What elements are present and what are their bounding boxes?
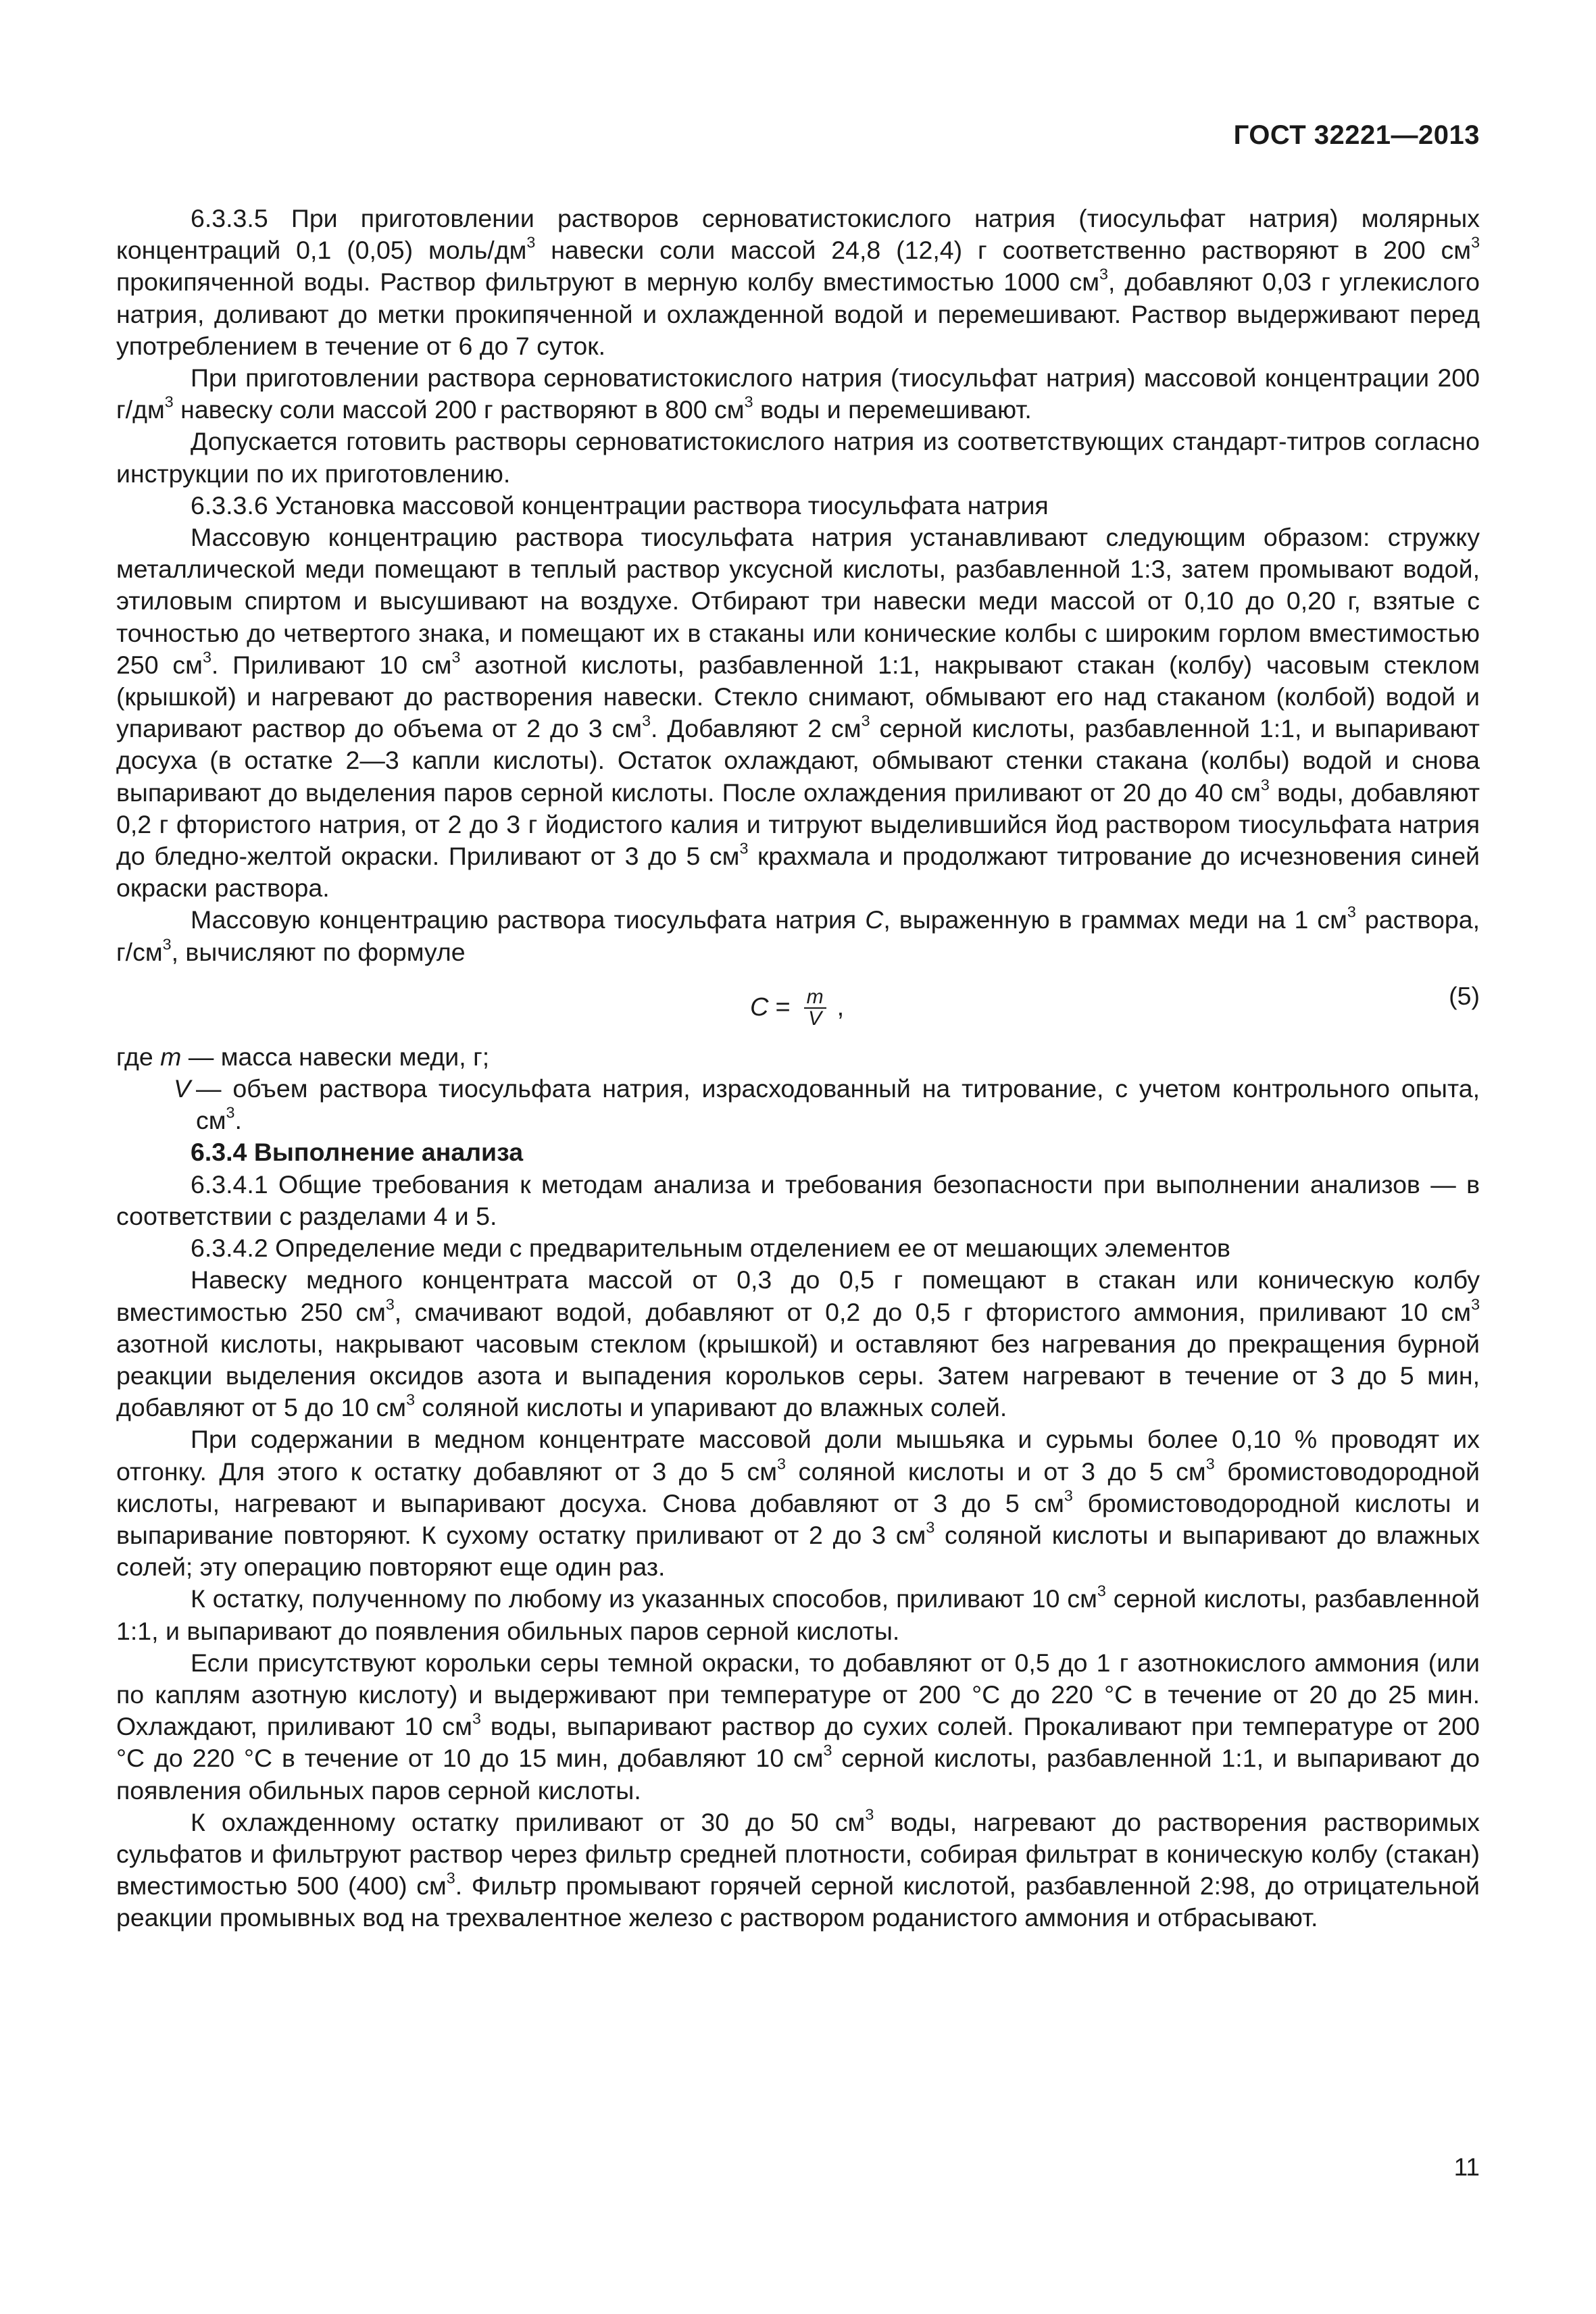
- formula: [750, 987, 844, 1029]
- text-run: . Фильтр промывают горячей серной кислотой, разбавленной 2:98, до отрицательной реакции промывных вод на трехвалентное железо с раствором роданистого аммония и отбрасывают.: [116, 1871, 1480, 1932]
- text-run: . Приливают 10 см: [211, 650, 452, 679]
- where-v: [116, 1073, 1480, 1136]
- superscript: 3: [446, 1869, 455, 1887]
- superscript: 3: [385, 1294, 395, 1313]
- superscript: 3: [865, 1805, 874, 1823]
- text-run: воды, выпаривают раствор до сухих солей. Прокаливают при температуре от 200 °С до 220 °С в течение от 10 до 15 мин, добавляют 10 см: [116, 1712, 1480, 1773]
- superscript: 3: [472, 1709, 481, 1728]
- superscript: 3: [1064, 1486, 1073, 1504]
- superscript: 3: [1097, 1582, 1106, 1600]
- superscript: 3: [642, 711, 651, 730]
- text-run: крахмала и продолжают титрование до исчезновения синей окраски раствора.: [116, 842, 1480, 903]
- subsection-heading: 6.3.3.6 Установка массовой концентрации раствора тиосульфата натрия: [191, 491, 1049, 520]
- where-v-symbol: V: [173, 1074, 191, 1103]
- variable-symbol: С: [865, 905, 884, 934]
- superscript: 3: [744, 393, 753, 411]
- superscript: 3: [1471, 233, 1480, 251]
- formula-comma: ,: [837, 993, 845, 1022]
- text-run: навески соли массой 24,8 (12,4) г соответственно растворяют в 200 см: [535, 236, 1472, 265]
- section-heading: 6.3.4 Выполнение анализа: [191, 1138, 524, 1167]
- paragraph: [116, 203, 1480, 362]
- text-run: К охлажденному остатку приливают от 30 до 50 см: [191, 1807, 866, 1836]
- text-run: воды, добавляют 0,2 г фтористого натрия, от 2 до 3 г йодистого калия и титруют выделившийся йод раствором тиосульфата натрия до бледно-желтой окраски. Приливают от 3 до 5 см: [116, 778, 1480, 871]
- text-run: соляной кислоты и выпаривают до влажных солей; эту операцию повторяют еще один раз.: [116, 1520, 1480, 1582]
- superscript: 3: [1260, 775, 1270, 793]
- text-run: азотной кислоты, накрывают часовым стеклом (крышкой) и оставляют без нагревания до прекращения бурной реакции выделения оксидов азота и выпадения корольков серы. Затем нагревают в течение от 3 до 5 мин, добавляют от 5 до 10 см: [116, 1329, 1480, 1422]
- text-run: , добавляют 0,03 г углекислого натрия, доливают до метки прокипяченной и охлажденной водой и перемешивают. Раствор выдерживают перед употреблением в течение от 6 до 7 суток.: [116, 268, 1480, 360]
- text-run: При приготовлении раствора серноватистокислого натрия (тиосульфат натрия) массовой концентрации 200 г/дм: [116, 363, 1480, 424]
- text-run: раствора, г/см: [116, 905, 1480, 966]
- text-run: воды и перемешивают.: [753, 395, 1032, 424]
- text-run: Массовую концентрацию раствора тиосульфата натрия: [191, 905, 866, 934]
- text-run: 6.3.3.5 При приготовлении растворов серноватистокислого натрия (тиосульфат натрия) молярных концентраций 0,1 (0,05) моль/дм: [116, 204, 1480, 265]
- text-run: навеску соли массой 200 г растворяют в 800 см: [173, 395, 745, 424]
- formula-lhs: С: [750, 993, 769, 1022]
- text-run: Если присутствуют корольки серы темной окраски, то добавляют от 0,5 до 1 г азотнокислого аммония (или по каплям азотную кислоту) и выдерживают при температуре от 200 °С до 220 °С в течение от 20 до 25 мин. Охлаждают, приливают 10 см: [116, 1648, 1480, 1741]
- equation-number: (5): [1449, 981, 1480, 1010]
- text-run: Навеску медного концентрата массой от 0,3 до 0,5 г помещают в стакан или коническую колбу вместимостью 250 см: [116, 1265, 1480, 1326]
- superscript: 3: [164, 393, 174, 411]
- where-m-symbol: m: [160, 1042, 182, 1071]
- paragraph: [116, 1424, 1480, 1583]
- superscript: 3: [1099, 265, 1108, 283]
- paragraph: [116, 1583, 1480, 1646]
- superscript: 3: [1471, 1294, 1480, 1313]
- formula-numerator: m: [804, 987, 826, 1009]
- text-run: бромистоводородной кислоты, нагревают и выпаривают досуха. Снова добавляют от 3 до 5 см: [116, 1457, 1480, 1517]
- text-run: , вычисляют по формуле: [171, 937, 466, 966]
- text-run: К остатку, полученному по любому из указанных способов, приливают 10 см: [191, 1584, 1097, 1613]
- text-run: Массовую концентрацию раствора тиосульфата натрия устанавливают следующим образом: стружку металлической меди помещают в теплый раствор уксусной кислоты, разбавленной 1:3, затем промывают водой, этиловым спиртом и высушивают на воздухе. Отбирают три навески меди массой от 0,10 до 0,20 г, взятые с точностью до четвертого знака, и помещают их в стаканы или конические колбы с широким горлом вместимостью 250 см: [116, 523, 1480, 679]
- superscript: 3: [1205, 1454, 1215, 1472]
- superscript: 3: [162, 934, 172, 953]
- formula-denominator: V: [808, 1007, 822, 1030]
- where-m-definition: — масса навески меди, г;: [181, 1042, 490, 1071]
- paragraph: [116, 904, 1480, 967]
- text-run: — объем раствора тиосульфата натрия, израсходованный на титрование, с учетом контрольного опыта, см: [196, 1074, 1480, 1135]
- text-run: соляной кислоты и от 3 до 5 см: [785, 1457, 1206, 1486]
- text-run: серной кислоты, разбавленной 1:1, и выпаривают до появления обильных паров серной кислоты.: [116, 1584, 1480, 1645]
- superscript: 3: [861, 711, 870, 730]
- text-run: , смачивают водой, добавляют от 0,2 до 0,5 г фтористого аммония, приливают 10 см: [394, 1297, 1472, 1326]
- superscript: 3: [776, 1454, 786, 1472]
- text-run: прокипяченной воды. Раствор фильтруют в мерную колбу вместимостью 1000 см: [116, 268, 1099, 297]
- text-run: . Добавляют 2 см: [651, 714, 862, 743]
- where-v-definition: [196, 1073, 1480, 1136]
- formula-fraction: [804, 987, 826, 1029]
- formula-block: [116, 980, 1480, 1036]
- superscript: 3: [526, 233, 536, 251]
- superscript: 3: [926, 1518, 935, 1536]
- text-run: бромистоводородной кислоты и выпаривание повторяют. К сухому остатку приливают от 2 до 3 см: [116, 1488, 1480, 1549]
- subsection-heading: 6.3.4.2 Определение меди с предварительным отделением ее от мешающих элементов: [191, 1234, 1230, 1263]
- text-run: азотной кислоты, разбавленной 1:1, накрывают стакан (колбу) часовым стеклом (крышкой) и нагревают до растворения навески. Стекло снимают, обмывают его над стаканом (колбой) водой и упаривают раствор до объема от 2 до 3 см: [116, 650, 1480, 743]
- document-header: ГОСТ 32221—2013: [1233, 120, 1480, 150]
- paragraph: Допускается готовить растворы серноватистокислого натрия из соответствующих стандарт-титров согласно инструкции по их приготовлению.: [116, 427, 1480, 488]
- paragraph: [116, 522, 1480, 904]
- text-run: .: [234, 1106, 242, 1135]
- formula-equals: =: [775, 993, 791, 1022]
- text-run: , выраженную в граммах меди на 1 см: [883, 905, 1347, 934]
- text-run: соляной кислоты и упаривают до влажных солей.: [415, 1393, 1007, 1422]
- paragraph: [116, 1807, 1480, 1934]
- paragraph: [116, 1647, 1480, 1807]
- text-run: серной кислоты, разбавленной 1:1, и выпаривают до появления обильных паров серной кислоты.: [116, 1744, 1480, 1805]
- superscript: 3: [1347, 903, 1356, 921]
- page-number: 11: [1453, 2153, 1480, 2181]
- document-body: [116, 203, 1480, 1934]
- superscript: 3: [451, 648, 461, 666]
- superscript: 3: [202, 648, 211, 666]
- superscript: 3: [226, 1103, 235, 1122]
- where-m: [116, 1041, 1480, 1073]
- paragraph: 6.3.4.1 Общие требования к методам анализа и требования безопасности при выполнении анализов — в соответствии с разделами 4 и 5.: [116, 1169, 1480, 1230]
- text-run: серной кислоты, разбавленной 1:1, и выпаривают досуха (в остатке 2—3 капли кислоты). Остаток охлаждают, обмывают стенки стакана (колбы) водой и снова выпаривают до выделения паров серной кислоты. После охлаждения приливают от 20 до 40 см: [116, 714, 1480, 807]
- text-run: При содержании в медном концентрате массовой доли мышьяка и сурьмы более 0,10 % проводят их отгонку. Для этого к остатку добавляют от 3 до 5 см: [116, 1425, 1480, 1486]
- where-prefix: где: [116, 1042, 161, 1071]
- superscript: 3: [739, 839, 749, 857]
- text-run: воды, нагревают до растворения растворимых сульфатов и фильтруют раствор через фильтр средней плотности, собирая фильтрат в коническую колбу (стакан) вместимостью 500 (400) см: [116, 1807, 1480, 1901]
- paragraph: [116, 362, 1480, 426]
- superscript: 3: [823, 1741, 832, 1759]
- paragraph: [116, 1264, 1480, 1424]
- superscript: 3: [406, 1390, 416, 1409]
